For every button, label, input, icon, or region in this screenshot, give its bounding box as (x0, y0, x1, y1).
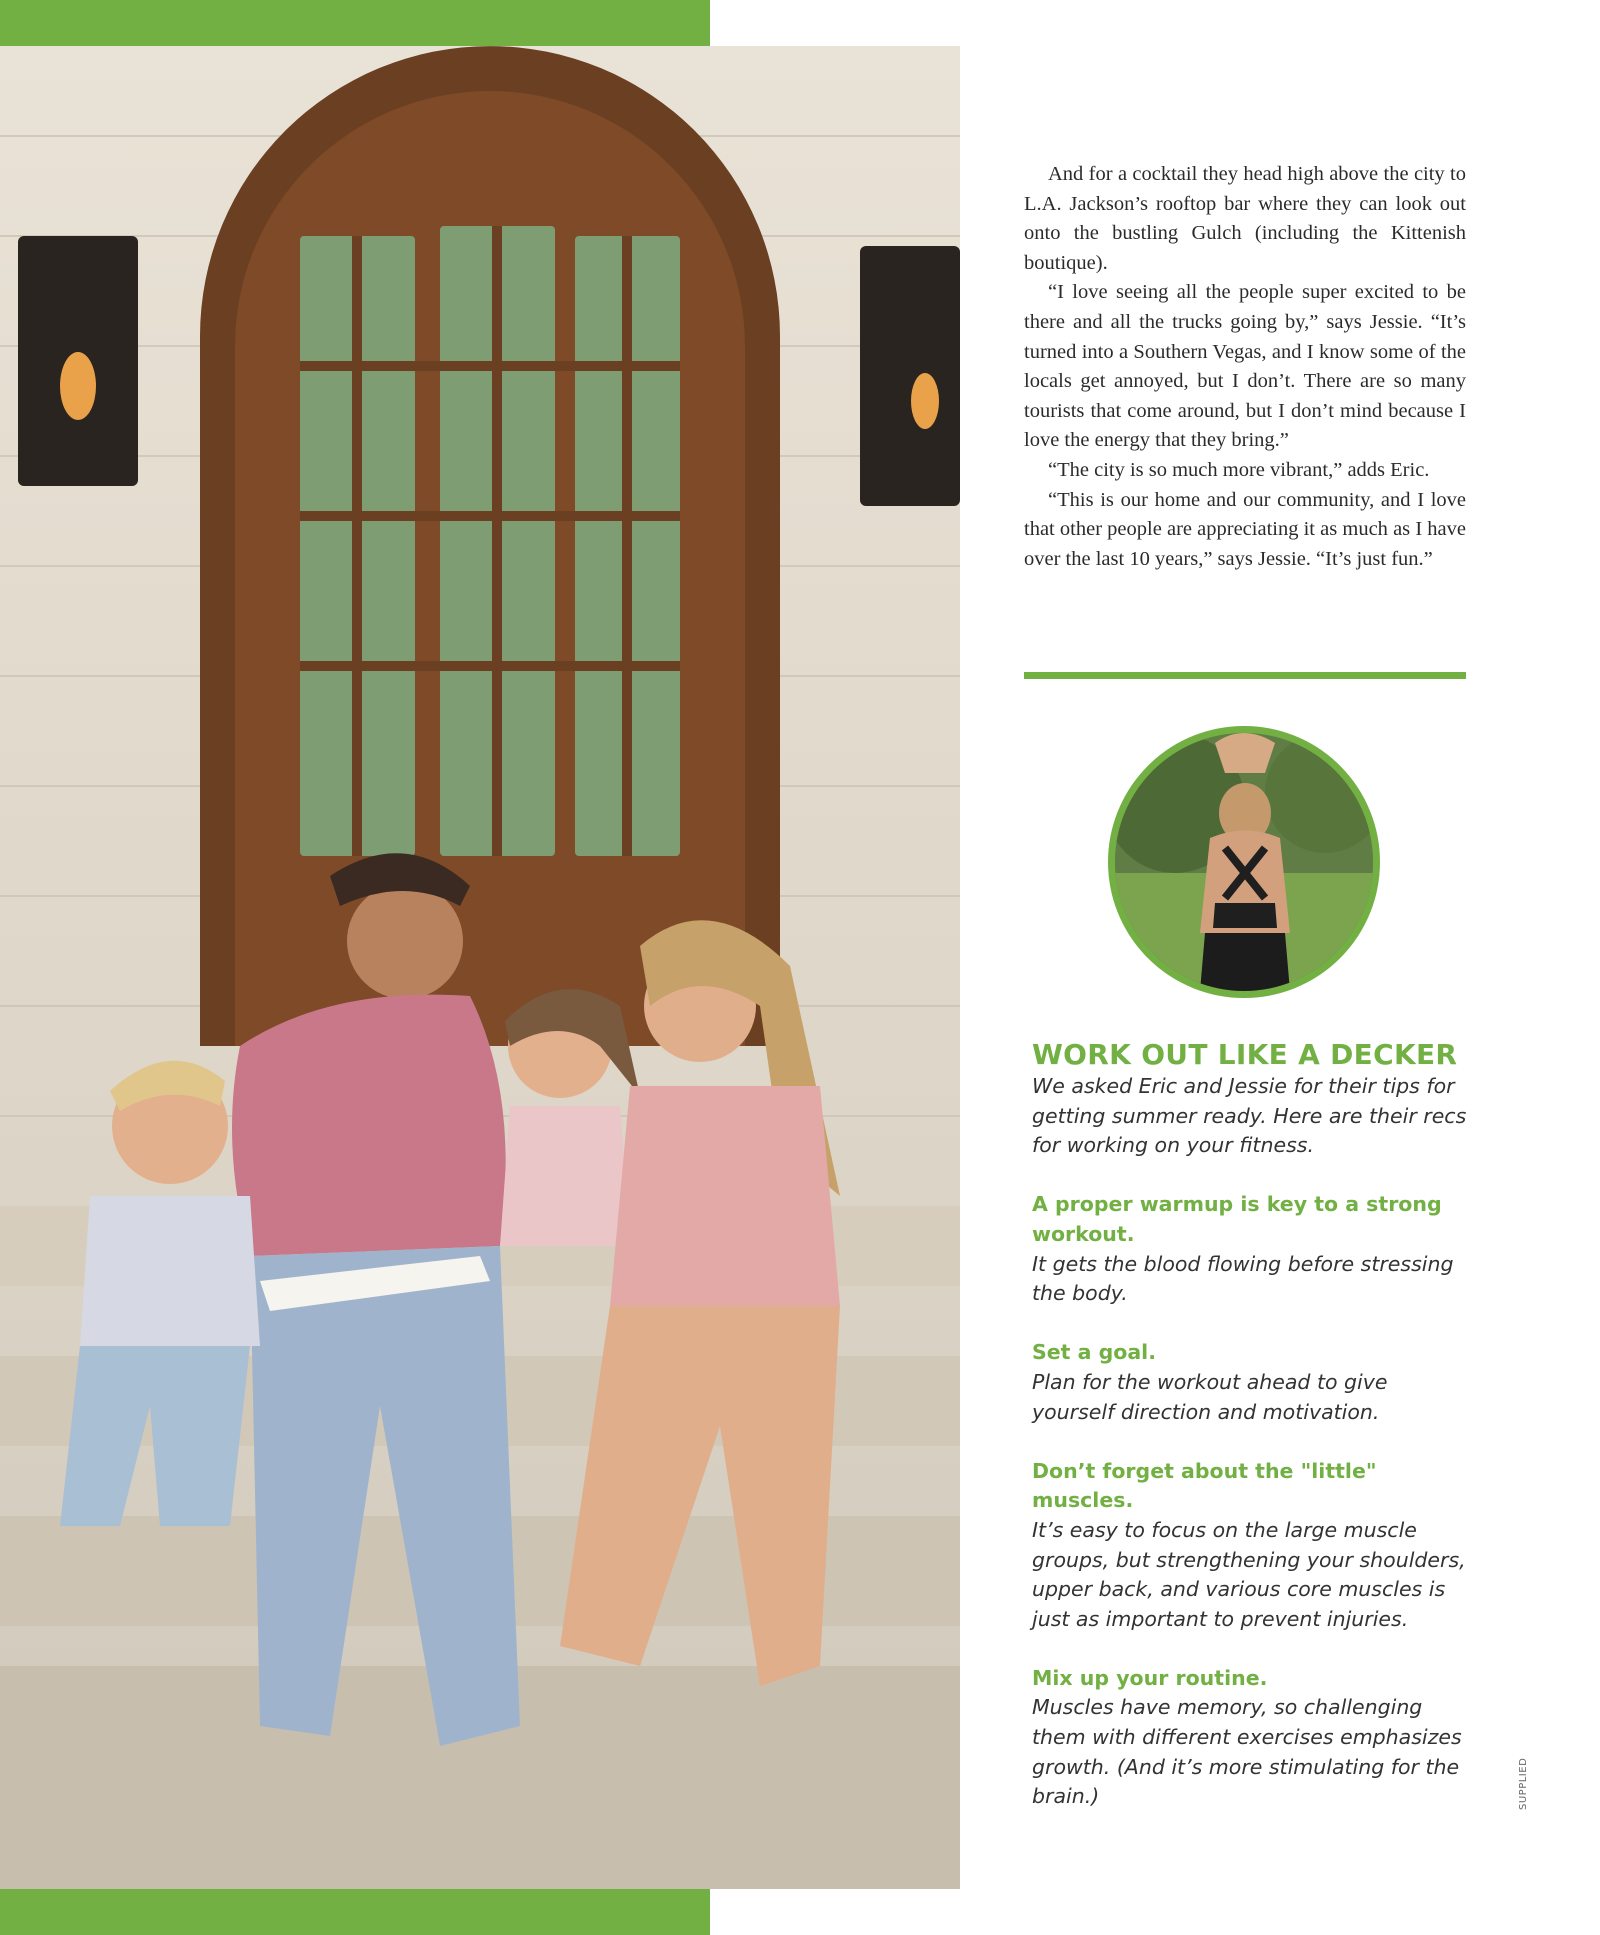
section-divider (1024, 672, 1466, 679)
tip-title: Don’t forget about the "little" muscles. (1032, 1458, 1377, 1513)
article-paragraph: “This is our home and our community, and I love that other people are appreciating it as much as I have over the last 10 years,” says Jessie. “It’s just fun.” (1024, 488, 1466, 570)
sidebar-intro: We asked Eric and Jessie for their tips for getting summer ready. Here are their recs for working on your fitness. (1032, 1074, 1467, 1158)
article-body (1024, 160, 1466, 574)
tip-title: A proper warmup is key to a strong workout. (1032, 1192, 1442, 1246)
tip-title: Mix up your routine. (1032, 1665, 1268, 1690)
top-accent-bar (0, 0, 710, 46)
workout-photo (1108, 726, 1380, 998)
tip-text: It’s easy to focus on the large muscle groups, but strengthening your shoulders, upper back, and various core muscles is just as important to prevent injuries. (1032, 1517, 1466, 1631)
tip-item (1032, 1338, 1472, 1427)
tip-text: It gets the blood flowing before stressing the body. (1032, 1251, 1454, 1306)
family-photo (0, 46, 960, 1889)
workout-sidebar (1032, 1038, 1472, 1812)
article-paragraph: “The city is so much more vibrant,” adds Eric. (1048, 458, 1430, 481)
sidebar-title: WORK OUT LIKE A DECKER (1032, 1038, 1458, 1071)
bottom-accent-bar (0, 1889, 710, 1935)
article-paragraph: And for a cocktail they head high above the city to L.A. Jackson’s rooftop bar where they can look out onto the bustling Gulch (including the Kittenish boutique). (1024, 163, 1466, 274)
photo-credit: SUPPLIED (1518, 1757, 1529, 1810)
tip-item (1032, 1190, 1472, 1308)
tip-text: Plan for the workout ahead to give yourself direction and motivation. (1032, 1369, 1388, 1424)
article-paragraph: “I love seeing all the people super excited to be there and all the trucks going by,” says Jessie. “It’s turned into a Southern Vegas, and I know some of the locals get annoyed, but I don’t. There are so many tourists that come around, but I don’t mind because I love the energy that they bring.” (1024, 281, 1466, 452)
tip-text: Muscles have memory, so challenging them with different exercises emphasizes growth. (And it’s more stimulating for the brain.) (1032, 1695, 1462, 1809)
tip-title: Set a goal. (1032, 1340, 1156, 1365)
tip-item (1032, 1664, 1472, 1812)
tip-item (1032, 1457, 1472, 1635)
